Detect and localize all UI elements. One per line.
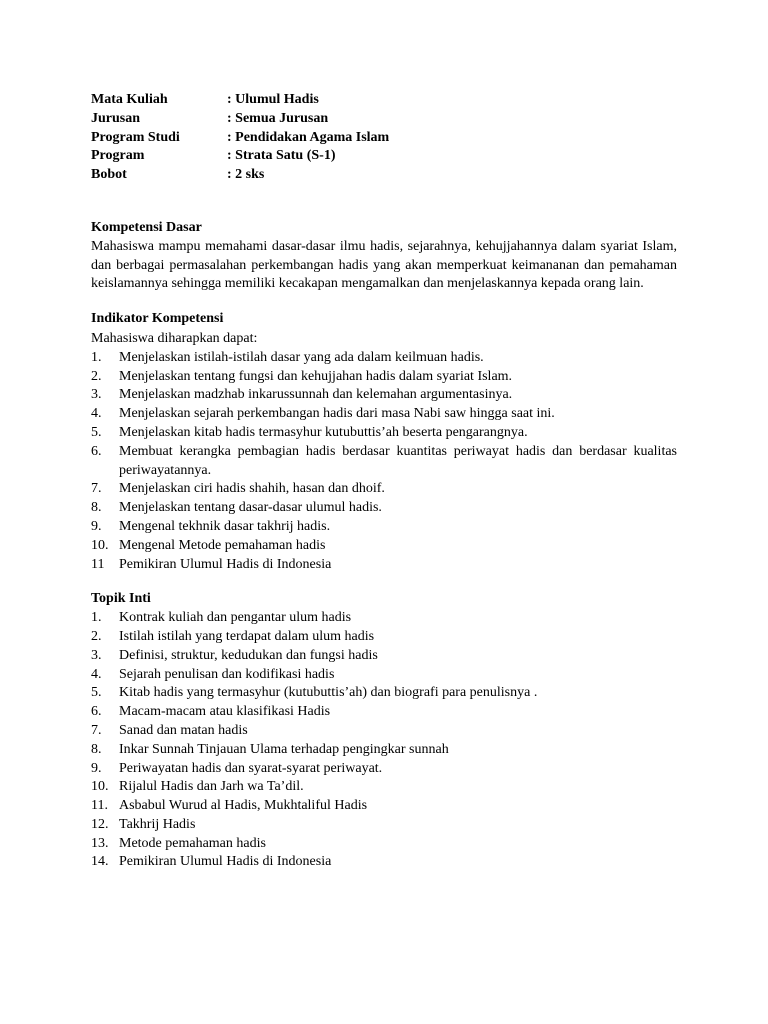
core-topics-list (91, 609, 677, 872)
list-item-text: Menjelaskan istilah-istilah dasar yang ada dalam keilmuan hadis. (119, 349, 484, 365)
list-item-text: Istilah istilah yang terdapat dalam ulum hadis (119, 628, 375, 644)
study-program-label: Program Studi (91, 129, 180, 145)
course-info-row (91, 129, 677, 148)
list-item-text: Menjelaskan sejarah perkembangan hadis dari masa Nabi saw hingga saat ini. (119, 406, 555, 422)
list-item (91, 797, 677, 816)
list-item (91, 480, 677, 499)
list-item (91, 722, 677, 741)
course-info-row (91, 91, 677, 110)
list-item-text: Menjelaskan tentang dasar-dasar ulumul hadis. (119, 500, 382, 516)
list-item-text: Macam-macam atau klasifikasi Hadis (119, 704, 331, 720)
list-item (91, 816, 677, 835)
list-item-text: Kontrak kuliah dan pengantar ulum hadis (119, 610, 352, 626)
list-item-number: 7. (91, 722, 102, 738)
list-item (91, 647, 677, 666)
list-item (91, 499, 677, 518)
list-item-number: 11 (91, 556, 105, 572)
department-value: : Semua Jurusan (227, 110, 329, 126)
list-item (91, 368, 677, 387)
list-item-number: 1. (91, 610, 102, 626)
competency-indicators-heading: Indikator Kompetensi (91, 311, 224, 327)
list-item-number: 11. (91, 798, 108, 814)
course-info-row (91, 147, 677, 166)
list-item-number: 7. (91, 481, 102, 497)
course-info-row (91, 166, 677, 185)
basic-competency-text: Mahasiswa mampu memahami dasar-dasar ilmu hadis, sejarahnya, kehujjahannya dalam syariat Islam, dan berbagai permasalahan perkembangan hadis yang akan memperkuat keimananan dan pemahaman keislamannya sehingga memiliki kecakapan mengamalkan dan menjelaskannya kepada orang lain. (91, 238, 677, 292)
list-item (91, 537, 677, 556)
list-item-text: Rijalul Hadis dan Jarh wa Ta’dil. (119, 779, 304, 795)
list-item (91, 556, 677, 575)
list-item-number: 3. (91, 387, 102, 403)
list-item-text: Pemikiran Ulumul Hadis di Indonesia (119, 854, 332, 870)
list-item-number: 10. (91, 779, 109, 795)
course-info (91, 91, 677, 185)
department-label: Jurusan (91, 110, 141, 126)
list-item-number: 14. (91, 854, 109, 870)
course-info-row (91, 110, 677, 129)
list-item (91, 424, 677, 443)
list-item (91, 443, 677, 481)
list-item-text: Inkar Sunnah Tinjauan Ulama terhadap pengingkar sunnah (119, 741, 449, 757)
list-item (91, 386, 677, 405)
list-item-number: 9. (91, 518, 102, 534)
list-item-number: 13. (91, 835, 109, 851)
list-item (91, 628, 677, 647)
program-value: : Strata Satu (S-1) (227, 148, 336, 164)
competency-indicators-intro: Mahasiswa diharapkan dapat: (91, 330, 258, 346)
list-item (91, 349, 677, 368)
course-label: Mata Kuliah (91, 92, 168, 107)
list-item-text: Takhrij Hadis (119, 816, 196, 832)
list-item (91, 703, 677, 722)
list-item-number: 2. (91, 368, 102, 384)
list-item-number: 3. (91, 647, 102, 663)
list-item-text: Definisi, struktur, kedudukan dan fungsi hadis (119, 647, 378, 663)
credits-label: Bobot (91, 167, 127, 183)
list-item-text: Menjelaskan tentang fungsi dan kehujjahan hadis dalam syariat Islam. (119, 368, 513, 384)
basic-competency-heading: Kompetensi Dasar (91, 219, 202, 235)
list-item-text: Kitab hadis yang termasyhur (kutubuttis’ah) dan biografi para penulisnya . (119, 685, 538, 701)
list-item (91, 835, 677, 854)
list-item-number: 5. (91, 685, 102, 701)
course-value: : Ulumul Hadis (227, 92, 319, 107)
list-item-text: Asbabul Wurud al Hadis, Mukhtaliful Hadis (119, 798, 368, 814)
document-content (91, 91, 677, 872)
list-item (91, 609, 677, 628)
list-item-text: Menjelaskan kitab hadis termasyhur kutubuttis’ah beserta pengarangnya. (119, 424, 528, 440)
competency-indicators-list (91, 349, 677, 575)
study-program-value: : Pendidakan Agama Islam (227, 129, 390, 145)
list-item-number: 8. (91, 500, 102, 516)
list-item (91, 518, 677, 537)
list-item-number: 6. (91, 704, 102, 720)
list-item-number: 8. (91, 741, 102, 757)
list-item (91, 666, 677, 685)
list-item-text: Mengenal Metode pemahaman hadis (119, 537, 326, 553)
list-item (91, 741, 677, 760)
list-item-text: Periwayatan hadis dan syarat-syarat periwayat. (119, 760, 383, 776)
list-item-text: Mengenal tekhnik dasar takhrij hadis. (119, 518, 331, 534)
list-item-text: Membuat kerangka pembagian hadis berdasar kuantitas periwayat hadis dan berdasar kualitas periwayatannya. (119, 443, 677, 478)
credits-value: : 2 sks (227, 167, 265, 183)
list-item-text: Sanad dan matan hadis (119, 722, 248, 738)
core-topics-heading: Topik Inti (91, 591, 151, 607)
list-item (91, 778, 677, 797)
list-item-number: 9. (91, 760, 102, 776)
list-item (91, 405, 677, 424)
list-item-text: Sejarah penulisan dan kodifikasi hadis (119, 666, 335, 682)
list-item-number: 4. (91, 666, 102, 682)
list-item (91, 684, 677, 703)
list-item-number: 10. (91, 537, 109, 553)
list-item-number: 5. (91, 424, 102, 440)
list-item-number: 12. (91, 816, 109, 832)
list-item-text: Menjelaskan madzhab inkarussunnah dan kelemahan argumentasinya. (119, 387, 513, 403)
list-item-text: Metode pemahaman hadis (119, 835, 266, 851)
list-item-number: 4. (91, 406, 102, 422)
list-item (91, 853, 677, 872)
program-label: Program (91, 148, 145, 164)
list-item (91, 760, 677, 779)
list-item-text: Pemikiran Ulumul Hadis di Indonesia (119, 556, 332, 572)
list-item-number: 2. (91, 628, 102, 644)
list-item-text: Menjelaskan ciri hadis shahih, hasan dan dhoif. (119, 481, 385, 497)
list-item-number: 1. (91, 349, 102, 365)
list-item-number: 6. (91, 443, 102, 459)
